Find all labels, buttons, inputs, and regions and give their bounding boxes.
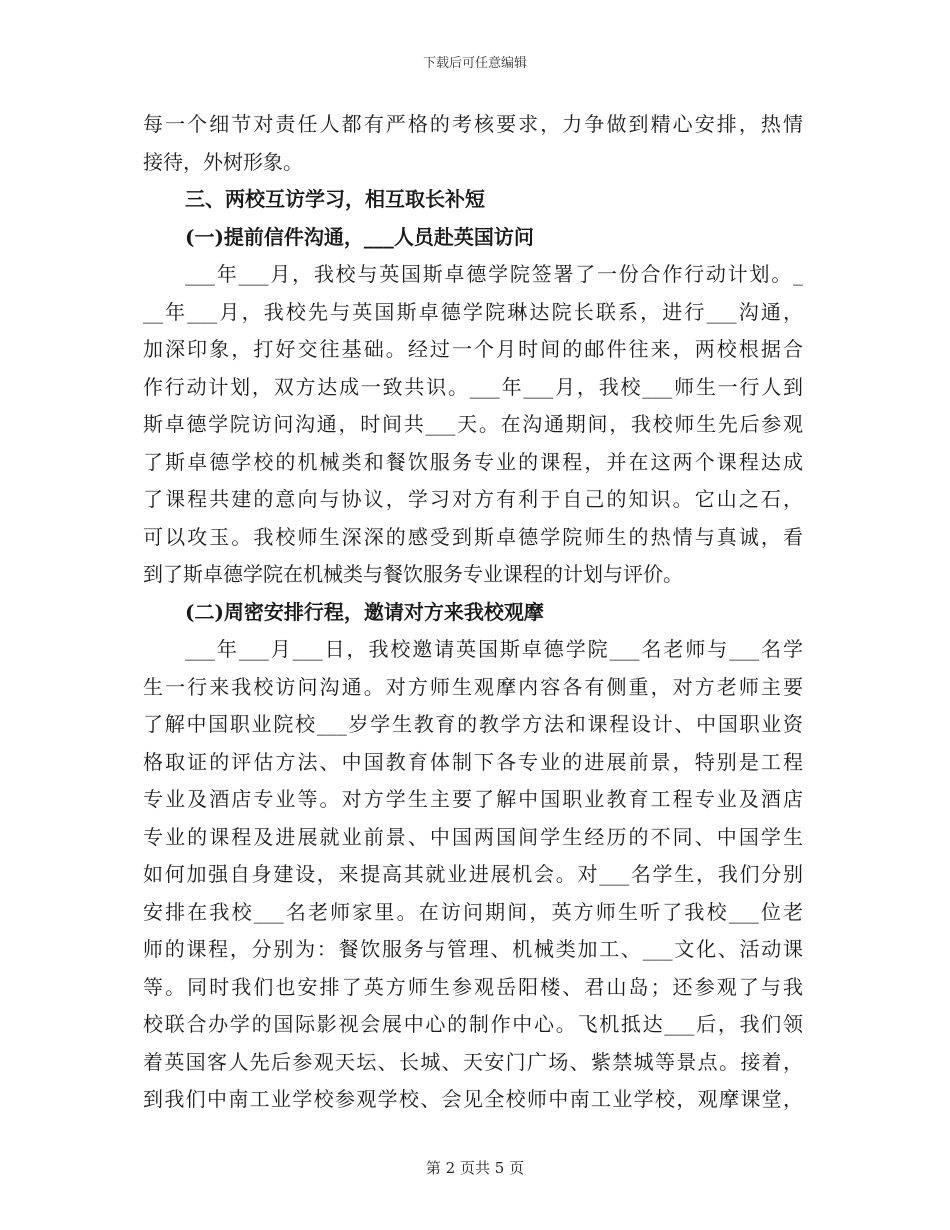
paragraph-line: 师的课程，分别为：餐饮服务与管理、机械类加工、___文化、活动课 [143,937,803,961]
paragraph-line: 到我们中南工业学校参观学校、会见全校师中南工业学校，观摩课堂， [143,1087,803,1111]
paragraph-line: __年___月，我校先与英国斯卓德学院琳达院长联系，进行___沟通， [143,299,803,324]
paragraph-line: 每一个细节对责任人都有严格的考核要求，力争做到精心安排，热情 [143,112,803,136]
paragraph-line: 接待，外树形象。 [143,149,303,174]
paragraph-line: 了课程共建的意向与协议，学习对方有利于自己的知识。它山之石， [143,487,803,511]
paragraph-line: 了解中国职业院校___岁学生教育的教学方法和课程设计、中国职业资 [143,712,803,736]
page-footer: 第 2 页共 5 页 [425,1159,525,1177]
section-heading: 三、两校互访学习，相互取长补短 [185,187,485,211]
paragraph-line: 如何加强自身建设，来提高其就业进展机会。对___名学生，我们分别 [143,862,803,886]
paragraph-line: 到了斯卓德学院在机械类与餐饮服务专业课程的计划与评价。 [143,562,683,586]
paragraph-line: 专业的课程及进展就业前景、中国两国间学生经历的不同、中国学生 [143,824,803,849]
paragraph-line: ___年___月___日，我校邀请英国斯卓德学院___名老师与___名学 [185,637,803,661]
subsection-heading: (二)周密安排行程，邀请对方来我校观摩 [185,599,544,624]
paragraph-line: 安排在我校___名老师家里。在访问期间，英方师生听了我校___位老 [143,899,803,924]
paragraph-line: 作行动计划，双方达成一致共识。___年___月，我校___师生一行人到 [143,374,803,399]
paragraph-line: 校联合办学的国际影视会展中心的制作中心。飞机抵达___后，我们领 [143,1012,803,1036]
page-header: 下载后可任意编辑 [422,56,527,71]
paragraph-line: 了斯卓德学校的机械类和餐饮服务专业的课程，并在这两个课程达成 [143,449,803,474]
paragraph-line: 可以攻玉。我校师生深深的感受到斯卓德学院师生的热情与真诚，看 [143,524,803,549]
subsection-heading: (一)提前信件沟通，___人员赴英国访问 [185,224,534,249]
paragraph-line: 斯卓德学院访问沟通，时间共___天。在沟通期间，我校师生先后参观 [143,412,803,436]
paragraph-line: 等。同时我们也安排了英方师生参观岳阳楼、君山岛；还参观了与我 [143,974,803,999]
paragraph-line: ___年___月，我校与英国斯卓德学院签署了一份合作行动计划。_ [185,262,803,286]
paragraph-line: 着英国客人先后参观天坛、长城、天安门广场、紫禁城等景点。接着， [143,1049,803,1074]
paragraph-line: 专业及酒店专业等。对方学生主要了解中国职业教育工程专业及酒店 [143,787,803,811]
document-body [143,106,803,1119]
paragraph-line: 生一行来我校访问沟通。对方师生观摩内容各有侧重，对方老师主要 [143,674,803,699]
paragraph-line: 加深印象，打好交往基础。经过一个月时间的邮件往来，两校根据合 [143,337,803,361]
paragraph-line: 格取证的评估方法、中国教育体制下各专业的进展前景，特别是工程 [143,749,803,774]
